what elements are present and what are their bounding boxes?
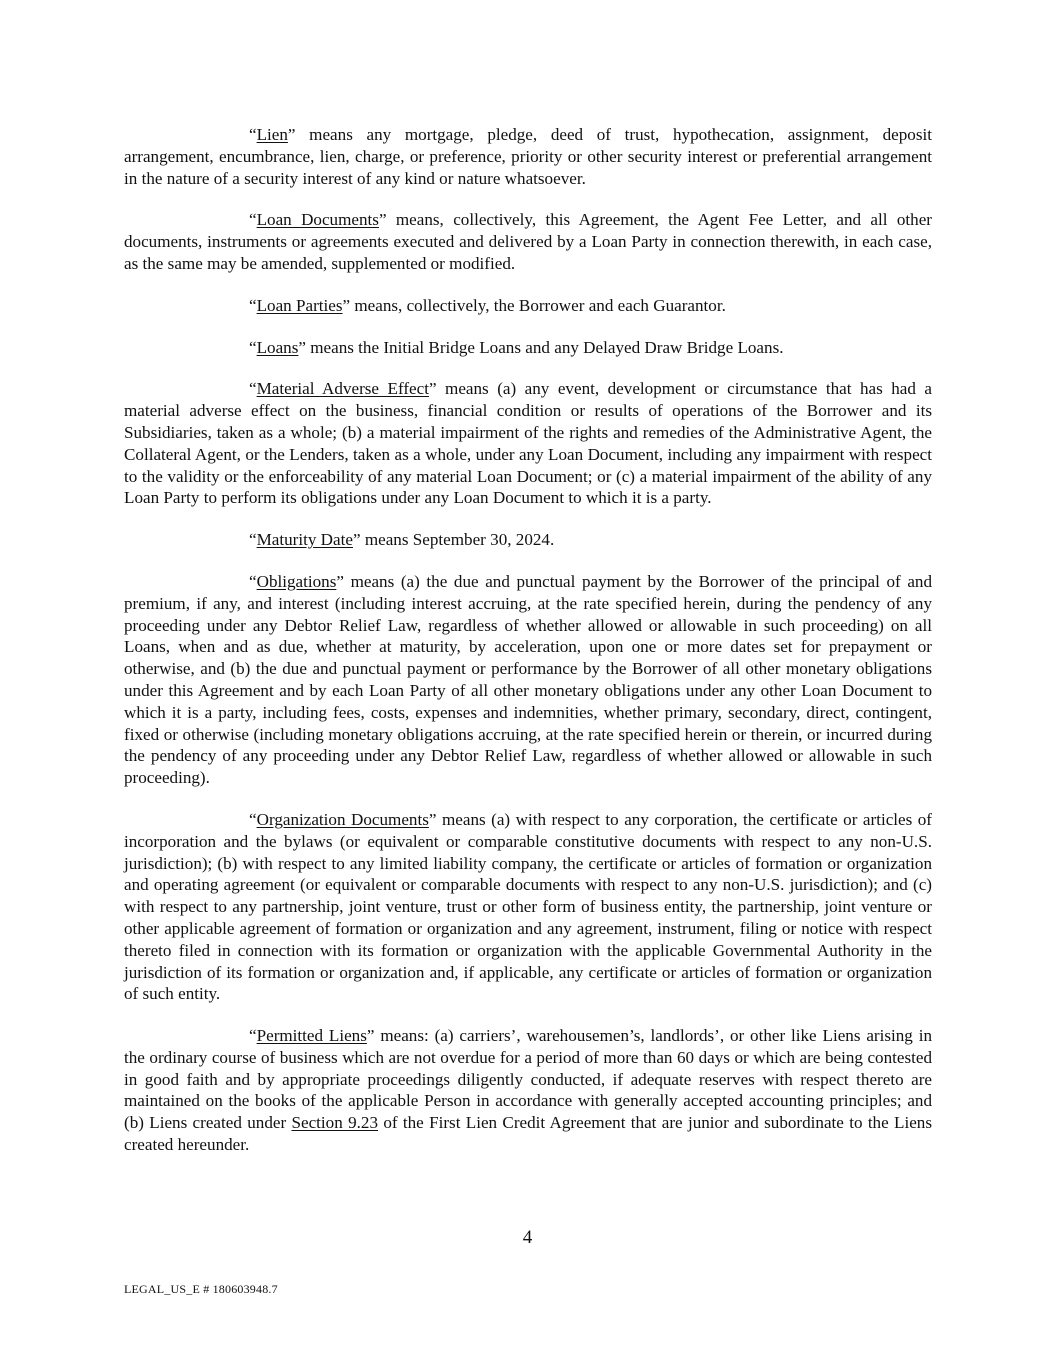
definition-permitted-liens [124, 1025, 932, 1156]
page-number: 4 [522, 1227, 533, 1248]
open-quote: “ [249, 530, 257, 550]
definition-text: ” means: (a) carriers’, warehousemen’s, landlords’, or other like Liens arising in the ordinary course of business which are not overdue for a period of more than 60 days or which are being contested in good faith and by appropriate proceedings diligently conducted, if adequate reserves with respect thereto are maintained on the books of the applicable Person in accordance with generally accepted accounting principles; and (b) Liens created under [124, 1026, 932, 1133]
open-quote: “ [249, 379, 257, 399]
definition-text: ” means, collectively, the Borrower and each Guarantor. [342, 295, 726, 315]
open-quote: “ [249, 210, 257, 230]
document-footer-id: LEGAL_US_E # 180603948.7 [124, 1282, 278, 1296]
definition-text: ” means September 30, 2024. [352, 530, 555, 550]
defined-term: Organization Documents [256, 809, 429, 829]
definition-text: ” means any mortgage, pledge, deed of trust, hypothecation, assignment, deposit arrangement, encumbrance, lien, charge, or preference, priority or other security interest or preferential arrangement in the nature of a security interest of any kind or nature whatsoever. [124, 125, 932, 188]
definition-lien [124, 124, 932, 189]
definition-organization-documents [124, 809, 932, 1005]
definition-text: ” means the Initial Bridge Loans and any Delayed Draw Bridge Loans. [298, 337, 784, 357]
defined-term: Lien [256, 125, 288, 144]
definition-obligations [124, 571, 932, 789]
open-quote: “ [249, 125, 257, 144]
defined-term: Permitted Liens [256, 1026, 367, 1046]
defined-term: Loan Documents [256, 210, 379, 230]
open-quote: “ [249, 295, 257, 315]
defined-term: Loan Parties [256, 295, 343, 315]
definition-text: ” means (a) any event, development or circumstance that has had a material adverse effect on the business, financial condition or results of operations of the Borrower and its Subsidiaries, taken as a whole; (b) a material impairment of the rights and remedies of the Administrative Agent, the Collateral Agent, or the Lenders, taken as a whole, under any Loan Document, including any impairment with respect to the validity or the enforceability of any material Loan Document; or (c) a material impairment of the ability of any Loan Party to perform its obligations under any Loan Document to which it is a party. [124, 379, 933, 508]
defined-term: Material Adverse Effect [256, 379, 429, 399]
definition-maturity-date [124, 529, 932, 551]
document-body [124, 124, 932, 1176]
definition-text-continued: of the First Lien Credit Agreement that are junior and subordinate to the Liens created hereunder. [124, 1113, 932, 1155]
open-quote: “ [249, 809, 257, 829]
definition-material-adverse-effect [124, 378, 932, 509]
section-cross-reference: Section 9.23 [291, 1113, 378, 1133]
open-quote: “ [249, 571, 257, 591]
definition-text: ” means (a) the due and punctual payment by the Borrower of the principal of and premium, if any, and interest (including interest accruing, at the rate specified herein, during the pendency of any proceeding under any Debtor Relief Law, regardless of whether allowed or allowable in such proceeding) on all Loans, when and as due, whether at maturity, by acceleration, upon one or more dates set for prepayment or otherwise, and (b) the due and punctual payment or performance by the Borrower of all other monetary obligations under this Agreement and by each Loan Party of all other monetary obligations under any other Loan Document to which it is a party, including fees, costs, expenses and indemnities, whether primary, secondary, direct, contingent, fixed or otherwise (including monetary obligations accruing, at the rate specified herein or therein, or incurred during the pendency of any proceeding under any Debtor Relief Law, regardless of whether allowed or allowable in such proceeding). [124, 571, 932, 788]
definition-loan-documents [124, 209, 932, 274]
defined-term: Obligations [256, 571, 337, 591]
defined-term: Maturity Date [256, 530, 353, 550]
definition-loan-parties [124, 295, 932, 317]
open-quote: “ [249, 1026, 257, 1046]
defined-term: Loans [256, 337, 299, 357]
definition-loans [124, 337, 932, 359]
open-quote: “ [249, 337, 257, 357]
definition-text: ” means, collectively, this Agreement, the Agent Fee Letter, and all other documents, instruments or agreements executed and delivered by a Loan Party in connection therewith, in each case, as the same may be amended, supplemented or modified. [124, 210, 932, 273]
definition-text: ” means (a) with respect to any corporation, the certificate or articles of incorporation and the bylaws (or equivalent or comparable constitutive documents with respect to any non-U.S. jurisdiction); (b) with respect to any limited liability company, the certificate or articles of formation or organization and operating agreement (or equivalent or comparable documents with respect to any non-U.S. jurisdiction); and (c) with respect to any partnership, joint venture, trust or other form of business entity, the partnership, joint venture or other applicable agreement of formation or organization and any agreement, instrument, filing or notice with respect thereto filed in connection with its formation or organization with the applicable Governmental Authority in the jurisdiction of its formation or organization and, if applicable, any certificate or articles of formation or organization of such entity. [124, 809, 933, 1004]
